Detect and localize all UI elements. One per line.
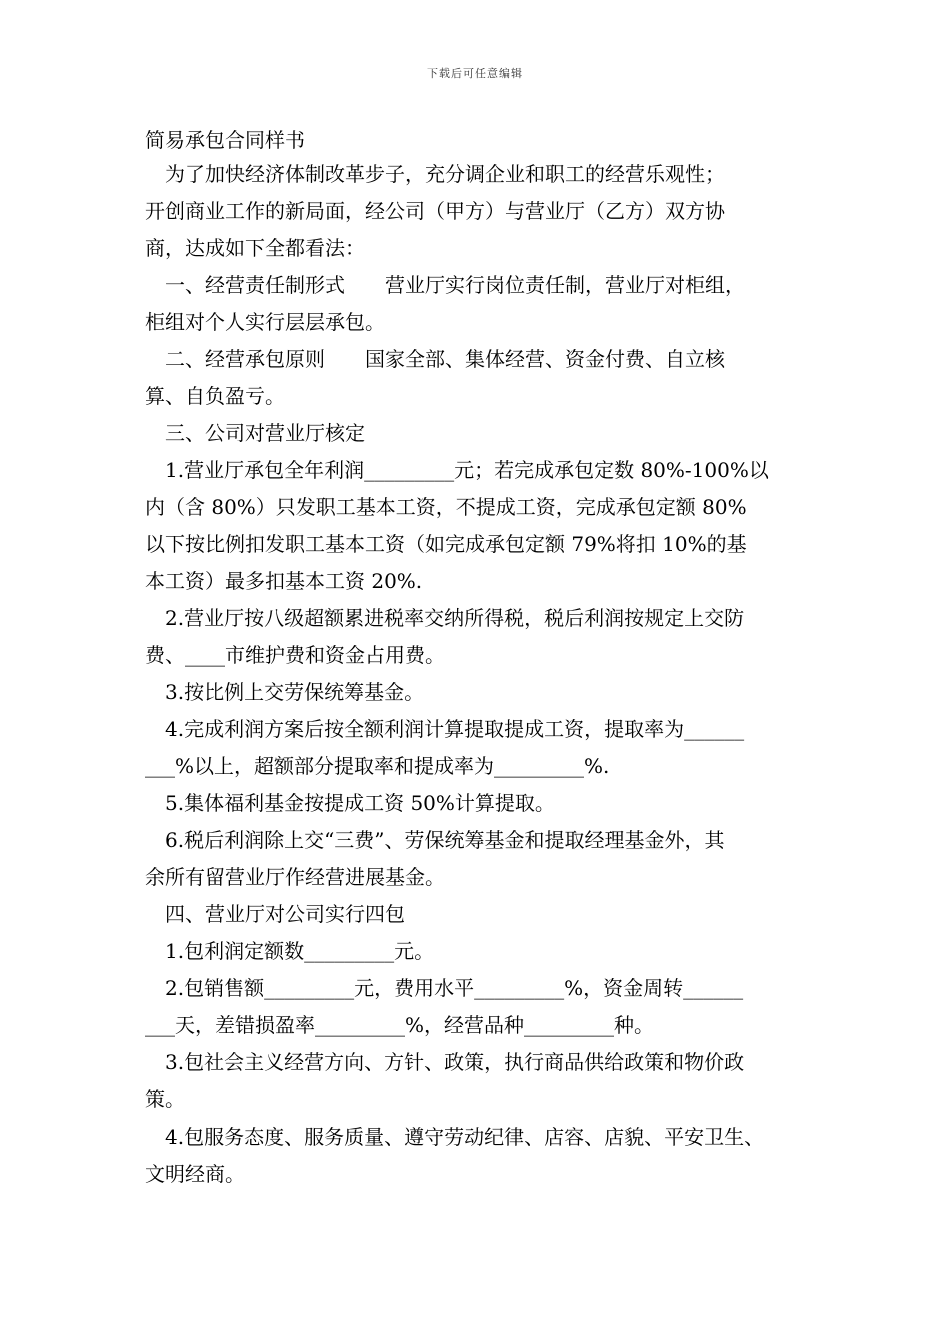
text-line: ___天，差错损盈率_________%，经营品种_________种。 [145,1013,655,1037]
text-line: 开创商业工作的新局面，经公司（甲方）与营业厅（乙方）双方协 [145,199,725,223]
text-line: 内（含 80%）只发职工基本工资，不提成工资，完成承包定额 80% [145,495,747,519]
paragraph [145,785,825,822]
text-line: 本工资）最多扣基本工资 20%. [145,569,423,593]
paragraph [145,1044,825,1118]
text-line: 余所有留营业厅作经营进展基金。 [145,865,445,889]
text-line: ___%以上，超额部分提取率和提成率为_________%. [145,754,610,778]
section-heading [145,896,825,933]
paragraph [145,711,825,785]
document-title: 简易承包合同样书 [145,128,305,152]
paragraph [145,267,825,341]
text-line: 四、营业厅对公司实行四包 [145,902,405,926]
text-line: 1.包利润定额数_________元。 [145,939,435,963]
text-line: 商，达成如下全都看法： [145,236,365,260]
text-line: 柜组对个人实行层层承包。 [145,310,385,334]
paragraph [145,970,825,1044]
text-line: 2.营业厅按八级超额累进税率交纳所得税，税后利润按规定上交防 [145,606,745,630]
paragraph [145,452,825,600]
text-line: 3.按比例上交劳保统筹基金。 [145,680,425,704]
section-heading [145,415,825,452]
text-line: 费、____市维护费和资金占用费。 [145,643,445,667]
text-line: 以下按比例扣发职工基本工资（如完成承包定额 79%将扣 10%的基 [145,532,747,556]
paragraph [145,822,825,896]
text-line: 二、经营承包原则 国家全部、集体经营、资金付费、自立核 [145,347,725,371]
text-line: 为了加快经济体制改革步子，充分调企业和职工的经营乐观性； [145,162,725,186]
text-line: 1.营业厅承包全年利润_________元；若完成承包定数 80%-100%以 [145,458,769,482]
text-line: 算、自负盈亏。 [145,384,285,408]
text-line: 4.包服务态度、服务质量、遵守劳动纪律、店容、店貌、平安卫生、 [145,1125,765,1149]
text-line: 文明经商。 [145,1162,245,1186]
text-line: 三、公司对营业厅核定 [145,421,365,445]
paragraph [145,674,825,711]
text-line: 策。 [145,1087,185,1111]
paragraph [145,933,825,970]
text-line: 一、经营责任制形式 营业厅实行岗位责任制，营业厅对柜组， [145,273,745,297]
paragraph [145,341,825,415]
page-header: 下载后可任意编辑 [427,67,523,80]
text-line: 2.包销售额_________元，费用水平_________%，资金周转______ [145,976,744,1000]
paragraph [145,1119,825,1193]
paragraph [145,156,825,267]
paragraph [145,600,825,674]
text-line: 3.包社会主义经营方向、方针、政策，执行商品供给政策和物价政 [145,1050,745,1074]
text-line: 4.完成利润方案后按全额利润计算提取提成工资，提取率为______ [145,717,745,741]
text-line: 5.集体福利基金按提成工资 50%计算提取。 [145,791,555,815]
text-line: 6.税后利润除上交“三费”、劳保统筹基金和提取经理基金外，其 [145,828,725,852]
